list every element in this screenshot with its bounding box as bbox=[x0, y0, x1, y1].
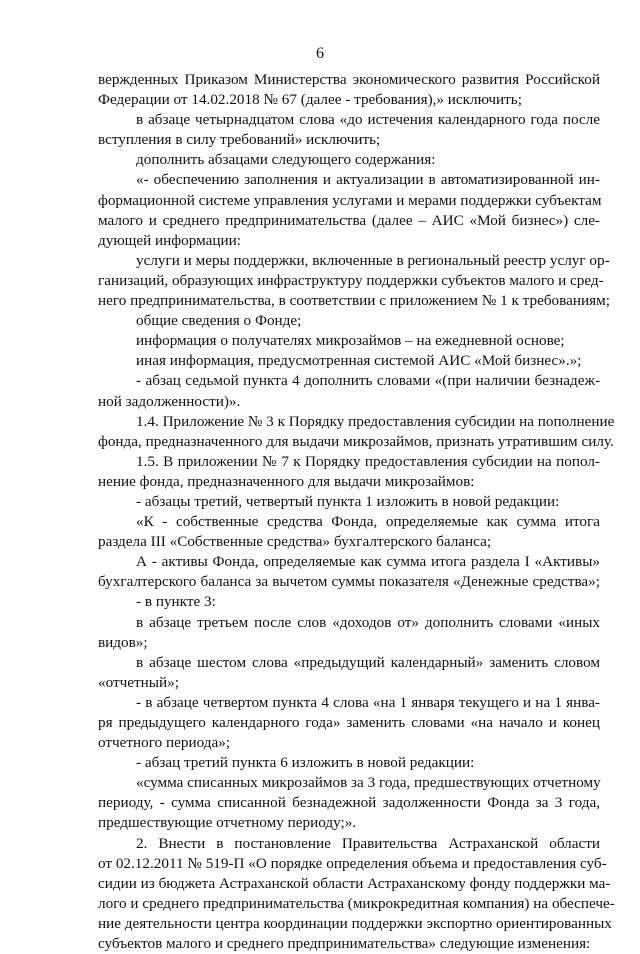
text-line: «отчетный»; bbox=[98, 673, 179, 691]
text-line: общие сведения о Фонде; bbox=[136, 312, 302, 330]
text-line: в абзаце четырнадцатом слова «до истечения календарного года после bbox=[136, 111, 600, 129]
text-line: в абзаце третьем после слов «доходов от» дополнить словами «иных bbox=[136, 613, 600, 631]
text-line: ря предыдущего календарного года» заменить словами «на начало и конец bbox=[98, 714, 600, 731]
text-line: услуги и меры поддержки, включенные в региональный реестр услуг ор- bbox=[136, 251, 610, 269]
text-line: Федерации от 14.02.2018 № 67 (далее - требования),» исключить; bbox=[98, 91, 522, 109]
text-line: иная информация, предусмотренная системой АИС «Мой бизнес».»; bbox=[136, 352, 582, 370]
text-line: А - активы Фонда, определяемые как сумма итога раздела I «Активы» bbox=[136, 553, 600, 571]
document-body bbox=[98, 70, 615, 954]
text-line: - абзац третий пункта 6 изложить в новой редакции: bbox=[136, 754, 475, 772]
text-line: лого и среднего предпринимательства (микрокредитная компания) на обеспече- bbox=[98, 894, 615, 912]
text-line: вержденных Приказом Министерства экономического развития Российской bbox=[98, 71, 600, 88]
text-line: него предпринимательства, в соответствии с приложением № 1 к требованиям; bbox=[98, 292, 610, 310]
text-line: в абзаце шестом слова «предыдущий календарный» заменить словом bbox=[136, 653, 600, 671]
text-line: раздела III «Собственные средства» бухгалтерского баланса; bbox=[98, 533, 492, 551]
text-line: - в пункте 3: bbox=[136, 593, 216, 611]
text-line: «К - собственные средства Фонда, определяемые как сумма итога bbox=[136, 513, 600, 531]
text-line: «- обеспечению заполнения и актуализации в автоматизированной ин- bbox=[136, 171, 600, 189]
text-line: формационной системе управления услугами и мерами поддержки субъектам bbox=[98, 191, 602, 209]
text-line: дополнить абзацами следующего содержания: bbox=[136, 151, 436, 169]
text-line: - в абзаце четвертом пункта 4 слова «на 1 января текущего и на 1 янва- bbox=[136, 693, 600, 711]
text-line: 2. Внести в постановление Правительства Астраханской области bbox=[136, 834, 600, 852]
text-line: малого и среднего предпринимательства (далее – АИС «Мой бизнес») сле- bbox=[98, 211, 600, 229]
text-line: периоду, - сумма списанной безнадежной задолженности Фонда за 3 года, bbox=[98, 794, 600, 812]
text-line: 1.5. В приложении № 7 к Порядку предоставления субсидии на попол- bbox=[136, 452, 600, 470]
text-line: бухгалтерского баланса за вычетом суммы показателя «Денежные средства»; bbox=[98, 573, 600, 591]
text-line: ной задолженности)». bbox=[98, 392, 241, 410]
text-line: «сумма списанных микрозаймов за 3 года, предшествующих отчетному bbox=[136, 774, 601, 792]
text-line: - абзац седьмой пункта 4 дополнить словами «(при наличии безнадеж- bbox=[136, 372, 600, 390]
text-line: отчетного периода»; bbox=[98, 734, 231, 752]
text-line: дующей информации: bbox=[98, 231, 241, 249]
text-line: - абзацы третий, четвертый пункта 1 изложить в новой редакции: bbox=[136, 492, 560, 510]
text-line: нение фонда, предназначенного для выдачи микрозаймов: bbox=[98, 472, 475, 490]
text-line: ние деятельности центра координации поддержки экспортно ориентированных bbox=[98, 914, 612, 932]
text-line: субъектов малого и среднего предпринимательства» следующие изменения: bbox=[98, 935, 591, 953]
text-line: сидии из бюджета Астраханской области Астраханскому фонду поддержки ма- bbox=[98, 874, 611, 892]
text-line: видов»; bbox=[98, 633, 148, 651]
text-line: ганизаций, образующих инфраструктуру поддержки субъектов малого и сред- bbox=[98, 271, 604, 289]
text-line: предшествующие отчетному периоду;». bbox=[98, 814, 357, 832]
text-line: от 02.12.2011 № 519-П «О порядке определения объема и предоставления суб- bbox=[98, 854, 607, 872]
text-line: 1.4. Приложение № 3 к Порядку предоставления субсидии на пополнение bbox=[136, 412, 615, 430]
text-line: фонда, предназначенного для выдачи микрозаймов, признать утратившим силу. bbox=[98, 432, 614, 450]
text-line: вступления в силу требований» исключить; bbox=[98, 131, 381, 149]
text-line: информация о получателях микрозаймов – на ежедневной основе; bbox=[136, 332, 565, 350]
page-number: 6 bbox=[316, 45, 324, 62]
